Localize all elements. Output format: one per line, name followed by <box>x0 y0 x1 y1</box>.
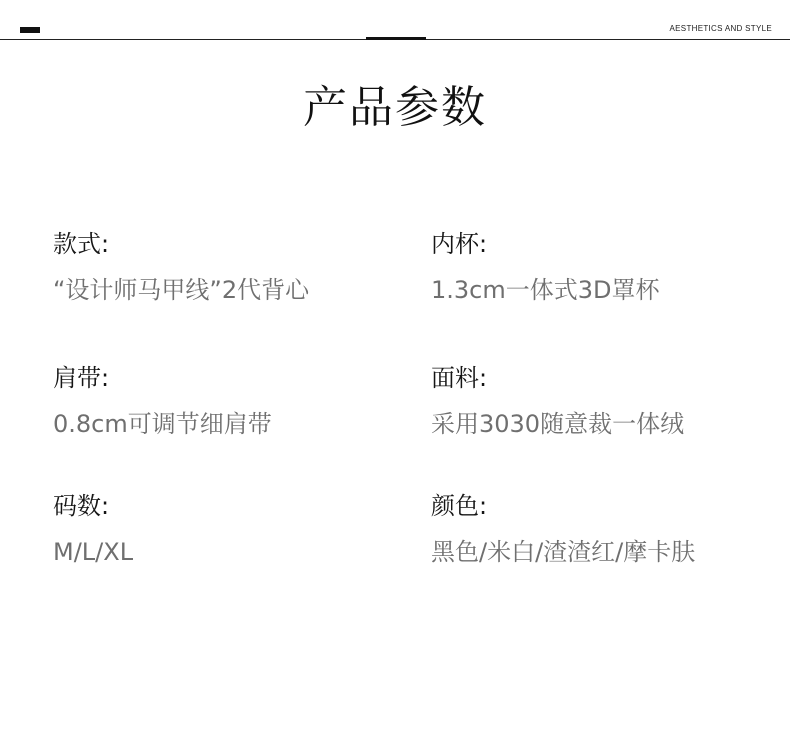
spec-color <box>431 490 771 568</box>
header-tagline: AESTHETICS AND STYLE <box>669 24 772 33</box>
spec-value: 黑色/米白/渣渣红/摩卡肤 <box>431 538 696 566</box>
header-mark <box>20 27 40 33</box>
spec-value: M/L/XL <box>53 538 134 566</box>
spec-fabric <box>431 362 771 440</box>
spec-size <box>53 490 393 568</box>
spec-label: 款式: <box>53 230 110 258</box>
spec-style <box>53 228 393 306</box>
spec-cup <box>431 228 771 306</box>
spec-value: “设计师马甲线”2代背心 <box>53 276 310 304</box>
page-title: 产品参数 <box>303 82 487 133</box>
spec-value: 0.8cm可调节细肩带 <box>53 410 272 438</box>
spec-label: 面料: <box>431 364 488 392</box>
spec-label: 码数: <box>53 492 110 520</box>
spec-label: 肩带: <box>53 364 110 392</box>
spec-strap <box>53 362 393 440</box>
spec-value: 1.3cm一体式3D罩杯 <box>431 276 660 304</box>
header-accent-bar <box>366 37 426 40</box>
spec-label: 内杯: <box>431 230 488 258</box>
spec-value: 采用3030随意裁一体绒 <box>431 410 685 438</box>
spec-label: 颜色: <box>431 492 488 520</box>
